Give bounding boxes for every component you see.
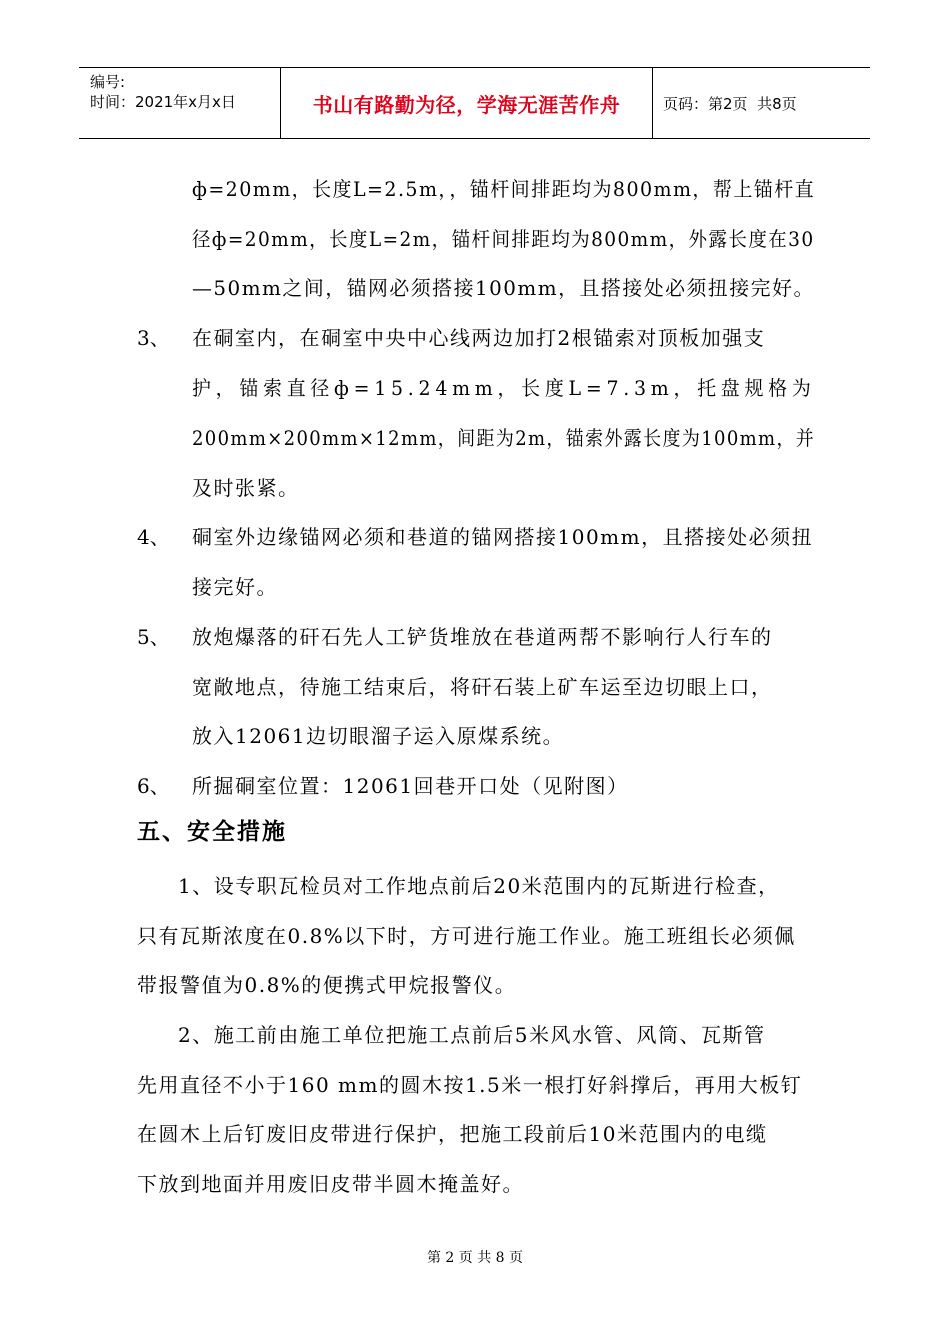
text-line: ф=20mm，长度L=2.5m，，锚杆间排距均为800mm，帮上锚杆直 [192, 177, 816, 201]
text-line: 宽敞地点，待施工结束后，将矸石装上矿车运至边切眼上口， [192, 675, 773, 699]
text-line: 下放到地面并用废旧皮带半圆木掩盖好。 [137, 1172, 524, 1196]
section-title: 五、安全措施 [137, 819, 287, 845]
page-footer: 第 2 页 共 8 页 [426, 1250, 524, 1266]
header-meta [79, 68, 281, 138]
text-line: 只有瓦斯浓度在0.8%以下时，方可进行施工作业。施工班组长必须佩 [137, 924, 796, 948]
text-line: 硐室外边缘锚网必须和巷道的锚网搭接100mm，且搭接处必须扭 [192, 525, 814, 549]
header-page-info [653, 68, 870, 138]
text-line: 护，锚索直径ф=15.24mm，长度L=7.3m，托盘规格为 [192, 376, 816, 400]
list-number: 4、 [137, 525, 170, 549]
text-line: —50mm之间，锚网必须搭接100mm，且搭接处必须扭接完好。 [192, 276, 815, 300]
text-line: 放炮爆落的矸石先人工铲货堆放在巷道两帮不影响行人行车的 [192, 625, 773, 649]
text-line: 1、设专职瓦检员对工作地点前后20米范围内的瓦斯进行检查， [178, 874, 780, 898]
list-number: 5、 [137, 625, 170, 649]
serial-label: 编号: [90, 73, 126, 91]
text-line: 带报警值为0.8%的便携式甲烷报警仪。 [137, 973, 517, 997]
page-header [79, 67, 870, 139]
time-label: 时间：2021年x月x日 [90, 93, 236, 111]
text-line: 先用直径不小于160 mm的圆木按1.5米一根打好斜撑后，再用大板钉 [137, 1073, 803, 1097]
text-line: 在硐室内，在硐室中央中心线两边加打2根锚索对顶板加强支 [192, 326, 766, 350]
text-line: 放入12061边切眼溜子运入原煤系统。 [192, 724, 565, 748]
text-line: 在圆木上后钉废旧皮带进行保护，把施工段前后10米范围内的电缆 [137, 1122, 768, 1146]
list-number: 6、 [137, 774, 170, 798]
text-line: 及时张紧。 [192, 476, 300, 500]
text-line: 径ф=20mm，长度L=2m，锚杆间排距均为800mm，外露长度在30 [192, 227, 815, 251]
list-number: 3、 [137, 326, 170, 350]
text-line: 所掘硐室位置：12061回巷开口处（见附图） [192, 774, 629, 798]
header-motto: 书山有路勤为径，学海无涯苦作舟 [281, 68, 653, 138]
text-line: 200mm×200mm×12mm，间距为2m，锚索外露长度为100mm，并 [192, 426, 816, 450]
text-line: 接完好。 [192, 575, 278, 599]
page-info-text: 页码：第2页 共8页 [663, 94, 797, 113]
text-line: 2、施工前由施工单位把施工点前后5米风水管、风筒、瓦斯管 [178, 1023, 766, 1047]
